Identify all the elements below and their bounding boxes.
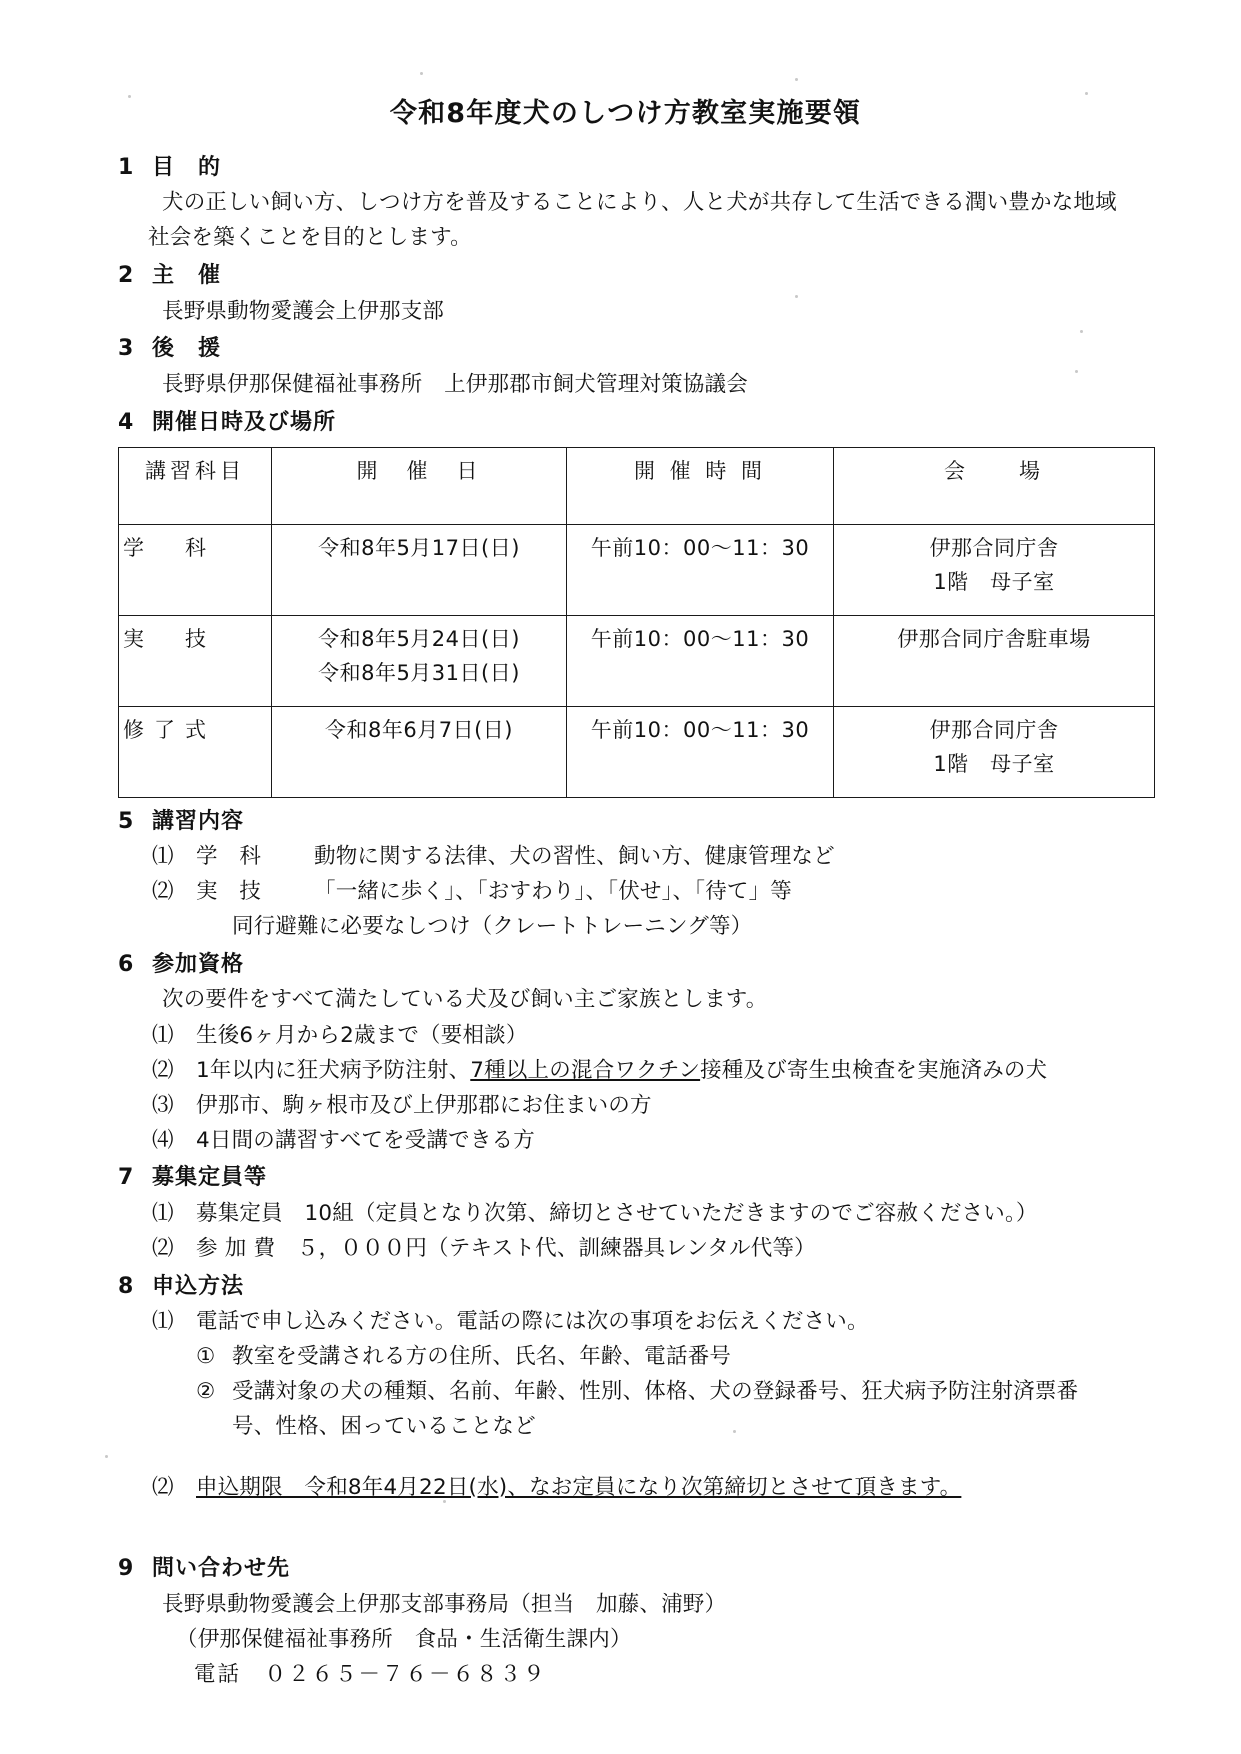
section-3-heading bbox=[118, 331, 1123, 367]
section-support bbox=[118, 331, 1123, 402]
section-schedule bbox=[118, 405, 1123, 798]
section-3-body: 長野県伊那保健福祉事務所 上伊那郡市飼犬管理対策協議会 bbox=[162, 372, 748, 398]
section-4-number: 4 bbox=[118, 409, 135, 435]
item-text: 4日間の講習すべてを受講できる方 bbox=[196, 1127, 535, 1153]
item-marker: ⑵ bbox=[152, 1235, 174, 1261]
capacity-item-fee bbox=[118, 1232, 1123, 1267]
section-9-number: 9 bbox=[118, 1556, 135, 1582]
table-header-row bbox=[119, 447, 1155, 524]
item-text: 生後6ヶ月から2歳まで（要相談） bbox=[196, 1023, 528, 1049]
content-item-practice bbox=[118, 875, 1123, 910]
section-inquiry bbox=[118, 1551, 1123, 1692]
item-label: 募集定員 bbox=[196, 1201, 283, 1227]
item-marker: ⑴ bbox=[152, 844, 174, 870]
scan-speck bbox=[795, 78, 798, 81]
item-text: ５，０００円（テキスト代、訓練器具レンタル代等） bbox=[296, 1235, 816, 1261]
eligibility-item-2 bbox=[118, 1054, 1123, 1089]
section-2-title: 主 催 bbox=[152, 263, 222, 289]
application-detail-2-line2: 号、性格、困っていることなど bbox=[232, 1413, 536, 1439]
application-item-phone bbox=[118, 1305, 1123, 1340]
document-body bbox=[118, 92, 1123, 1693]
section-3-title: 後 援 bbox=[152, 336, 222, 362]
section-3-number: 3 bbox=[118, 336, 135, 362]
spacer bbox=[118, 1445, 1123, 1471]
cell-time: 午前10：00〜11：30 bbox=[567, 615, 834, 706]
cell-date-line2: 令和8年5月31日(日) bbox=[318, 660, 520, 685]
column-header-venue: 会 場 bbox=[834, 447, 1155, 524]
item-marker: ⑵ bbox=[152, 1474, 174, 1500]
page-title: 令和8年度犬のしつけ方教室実施要領 bbox=[389, 98, 862, 129]
item-text-underlined: 7種以上の混合ワクチン bbox=[470, 1057, 701, 1083]
eligibility-item-3 bbox=[118, 1089, 1123, 1124]
section-9-title: 問い合わせ先 bbox=[152, 1556, 291, 1582]
cell-venue bbox=[834, 706, 1155, 797]
item-marker: ⑴ bbox=[152, 1309, 174, 1335]
section-6-number: 6 bbox=[118, 951, 135, 977]
item-text-underlined: 申込期限 令和8年4月22日(水)、なお定員になり次第締切とさせて頂きます。 bbox=[196, 1474, 962, 1500]
inquiry-phone: 電話 ０２６５－７６－６８３９ bbox=[194, 1661, 547, 1687]
section-organizer bbox=[118, 258, 1123, 329]
cell-date-line1: 令和8年6月7日(日) bbox=[325, 717, 513, 742]
section-8-title: 申込方法 bbox=[152, 1273, 245, 1299]
capacity-item-quota bbox=[118, 1197, 1123, 1232]
item-marker: ① bbox=[196, 1344, 216, 1370]
cell-venue-line2: 1階 母子室 bbox=[933, 569, 1055, 594]
section-6-heading bbox=[118, 947, 1123, 983]
section-4-title: 開催日時及び場所 bbox=[152, 409, 337, 435]
table-row bbox=[119, 615, 1155, 706]
section-1-number: 1 bbox=[118, 154, 135, 180]
item-marker: ⑶ bbox=[152, 1092, 174, 1118]
column-header-time: 開 催 時 間 bbox=[567, 447, 834, 524]
application-detail-2 bbox=[118, 1375, 1123, 1410]
content-item-practice-line2: 同行避難に必要なしつけ（クレートトレーニング等） bbox=[232, 913, 753, 939]
scan-speck bbox=[420, 72, 423, 75]
section-1-body: 犬の正しい飼い方、しつけ方を普及することにより、人と犬が共存して生活できる潤い豊かな地域社会を築くことを目的とします。 bbox=[148, 190, 1117, 251]
item-text-post: 接種及び寄生虫検査を実施済みの犬 bbox=[700, 1057, 1048, 1083]
section-2-number: 2 bbox=[118, 263, 135, 289]
cell-date bbox=[272, 706, 567, 797]
eligibility-lead: 次の要件をすべて満たしている犬及び飼い主ご家族とします。 bbox=[162, 987, 768, 1013]
inquiry-department: （伊那保健福祉事務所 食品・生活衛生課内） bbox=[176, 1626, 632, 1652]
item-text: 伊那市、駒ヶ根市及び上伊那郡にお住まいの方 bbox=[196, 1092, 652, 1118]
cell-date-line1: 令和8年5月17日(日) bbox=[318, 535, 520, 560]
section-2-body: 長野県動物愛護会上伊那支部 bbox=[162, 298, 445, 324]
cell-venue bbox=[834, 524, 1155, 615]
section-6-title: 参加資格 bbox=[152, 951, 245, 977]
item-text: 教室を受講される方の住所、氏名、年齢、電話番号 bbox=[232, 1344, 732, 1370]
section-capacity bbox=[118, 1160, 1123, 1266]
section-5-title: 講習内容 bbox=[152, 808, 245, 834]
cell-subject: 修了式 bbox=[119, 706, 272, 797]
section-contents bbox=[118, 804, 1123, 945]
item-text: 10組（定員となり次第、締切とさせていただきますのでご容赦ください。） bbox=[304, 1201, 1038, 1227]
section-7-number: 7 bbox=[118, 1165, 135, 1191]
item-marker: ⑴ bbox=[152, 1023, 174, 1049]
item-marker: ⑵ bbox=[152, 879, 174, 904]
section-2-heading bbox=[118, 258, 1123, 294]
column-header-date: 開 催 日 bbox=[272, 447, 567, 524]
scan-speck bbox=[105, 1455, 108, 1458]
item-text: 受講対象の犬の種類、名前、年齢、性別、体格、犬の登録番号、狂犬病予防注射済票番 bbox=[232, 1378, 1079, 1404]
cell-venue bbox=[834, 615, 1155, 706]
schedule-table bbox=[118, 447, 1155, 798]
item-marker: ⑴ bbox=[152, 1201, 174, 1227]
item-label: 実 技 bbox=[196, 879, 262, 904]
column-header-subject: 講習科目 bbox=[119, 447, 272, 524]
item-marker: ⑷ bbox=[152, 1127, 174, 1153]
section-eligibility bbox=[118, 947, 1123, 1159]
section-9-heading bbox=[118, 1551, 1123, 1587]
section-7-title: 募集定員等 bbox=[152, 1165, 268, 1191]
eligibility-item-1 bbox=[118, 1019, 1123, 1054]
section-5-number: 5 bbox=[118, 808, 135, 834]
item-marker: ② bbox=[196, 1378, 216, 1404]
application-detail-1 bbox=[118, 1340, 1123, 1375]
item-text-pre: 1年以内に狂犬病予防注射、 bbox=[196, 1057, 471, 1083]
cell-subject: 学 科 bbox=[119, 524, 272, 615]
cell-date-line1: 令和8年5月24日(日) bbox=[318, 626, 520, 651]
spacer bbox=[118, 1505, 1123, 1549]
item-text: 動物に関する法律、犬の習性、飼い方、健康管理など bbox=[314, 844, 835, 870]
section-1-title: 目 的 bbox=[152, 154, 222, 180]
content-item-lecture bbox=[118, 840, 1123, 875]
cell-venue-line1: 伊那合同庁舎 bbox=[929, 535, 1059, 560]
item-marker: ⑵ bbox=[152, 1057, 174, 1083]
item-text: 電話で申し込みください。電話の際には次の事項をお伝えください。 bbox=[196, 1309, 869, 1335]
cell-venue-line1: 伊那合同庁舎駐車場 bbox=[897, 626, 1091, 651]
cell-date bbox=[272, 615, 567, 706]
section-8-heading bbox=[118, 1269, 1123, 1305]
cell-time: 午前10：00〜11：30 bbox=[567, 706, 834, 797]
inquiry-office: 長野県動物愛護会上伊那支部事務局（担当 加藤、浦野） bbox=[162, 1592, 727, 1618]
section-4-heading bbox=[118, 405, 1123, 441]
item-text: 「一緒に歩く」、「おすわり」、「伏せ」、「待て」等 bbox=[314, 879, 793, 904]
section-7-heading bbox=[118, 1160, 1123, 1196]
application-item-deadline bbox=[118, 1471, 1123, 1506]
cell-venue-line2: 1階 母子室 bbox=[933, 751, 1055, 776]
cell-subject: 実 技 bbox=[119, 615, 272, 706]
section-application bbox=[118, 1269, 1123, 1506]
table-row bbox=[119, 524, 1155, 615]
item-label: 学 科 bbox=[196, 844, 262, 870]
table-row bbox=[119, 706, 1155, 797]
section-1-heading bbox=[118, 150, 1123, 186]
section-purpose bbox=[118, 150, 1123, 256]
cell-venue-line1: 伊那合同庁舎 bbox=[929, 717, 1059, 742]
section-5-heading bbox=[118, 804, 1123, 840]
cell-date bbox=[272, 524, 567, 615]
item-label: 参 加 費 bbox=[196, 1235, 276, 1261]
cell-time: 午前10：00〜11：30 bbox=[567, 524, 834, 615]
eligibility-item-4 bbox=[118, 1124, 1123, 1159]
section-8-number: 8 bbox=[118, 1273, 135, 1299]
